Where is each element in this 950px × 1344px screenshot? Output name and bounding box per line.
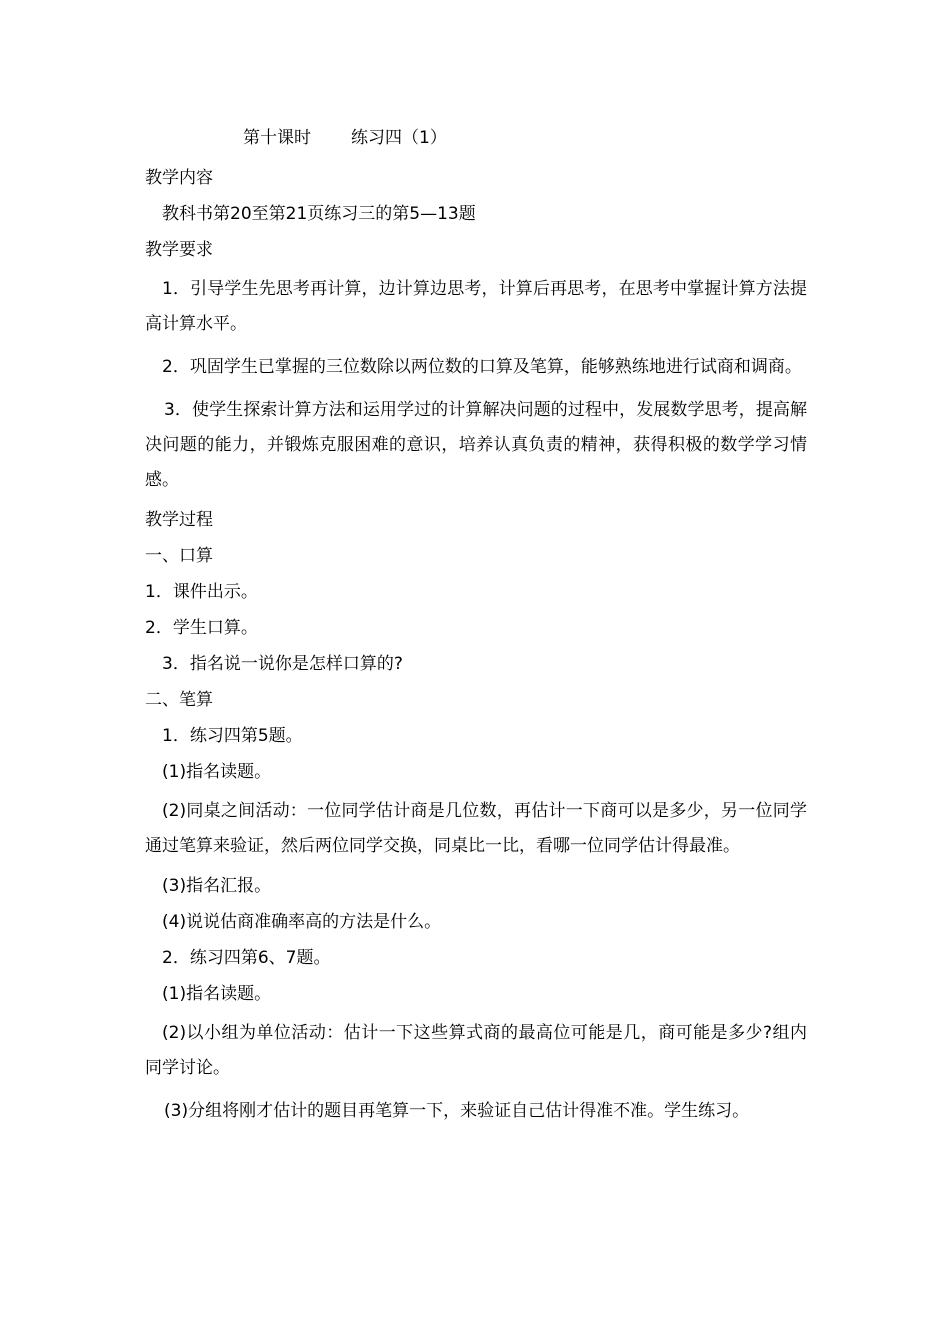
- part2-item2-step: (1)指名读题。: [162, 984, 272, 1004]
- part2-item1-step: (1)指名读题。: [162, 762, 272, 782]
- content-text: 教科书第20至第21页练习三的第5—13题: [162, 204, 476, 224]
- part2-item2: 2．练习四第6、7题。: [162, 948, 331, 968]
- requirement-item: 1．引导学生先思考再计算，边计算边思考，计算后再思考，在思考中掌握计算方法提高计算水平。: [145, 279, 807, 334]
- requirements-heading: 教学要求: [145, 240, 213, 260]
- part2-heading: 二、笔算: [145, 690, 213, 710]
- part2-item2-step: (2)以小组为单位活动：估计一下这些算式商的最高位可能是几，商可能是多少?组内同学讨论。: [145, 1023, 807, 1078]
- document-body: [145, 124, 807, 1137]
- lesson-topic: 练习四（1）: [351, 128, 447, 148]
- requirement-item: 3．使学生探索计算方法和运用学过的计算解决问题的过程中，发展数学思考，提高解决问题的能力，并锻炼克服困难的意识，培养认真负责的精神，获得积极的数学学习情感。: [145, 400, 807, 490]
- lesson-title: [145, 124, 807, 152]
- part2-item1: 1．练习四第5题。: [162, 726, 303, 746]
- part1-item: 2．学生口算。: [145, 618, 258, 638]
- lesson-number: 第十课时: [243, 128, 311, 148]
- part2-item1-step: (4)说说估商准确率高的方法是什么。: [162, 912, 442, 932]
- content-heading: 教学内容: [145, 168, 213, 188]
- part1-item: 3．指名说一说你是怎样口算的?: [162, 654, 403, 674]
- part1-item: 1．课件出示。: [145, 582, 258, 602]
- process-heading: 教学过程: [145, 510, 213, 530]
- part2-item2-step: (3)分组将刚才估计的题目再笔算一下，来验证自己估计得准不准。学生练习。: [164, 1101, 750, 1121]
- requirement-item: 2．巩固学生已掌握的三位数除以两位数的口算及笔算，能够熟练地进行试商和调商。: [162, 357, 802, 377]
- part2-item1-step: (2)同桌之间活动：一位同学估计商是几位数，再估计一下商可以是多少，另一位同学通过笔算来验证，然后两位同学交换，同桌比一比，看哪一位同学估计得最准。: [145, 801, 807, 856]
- part1-heading: 一、口算: [145, 546, 213, 566]
- part2-item1-step: (3)指名汇报。: [162, 876, 272, 896]
